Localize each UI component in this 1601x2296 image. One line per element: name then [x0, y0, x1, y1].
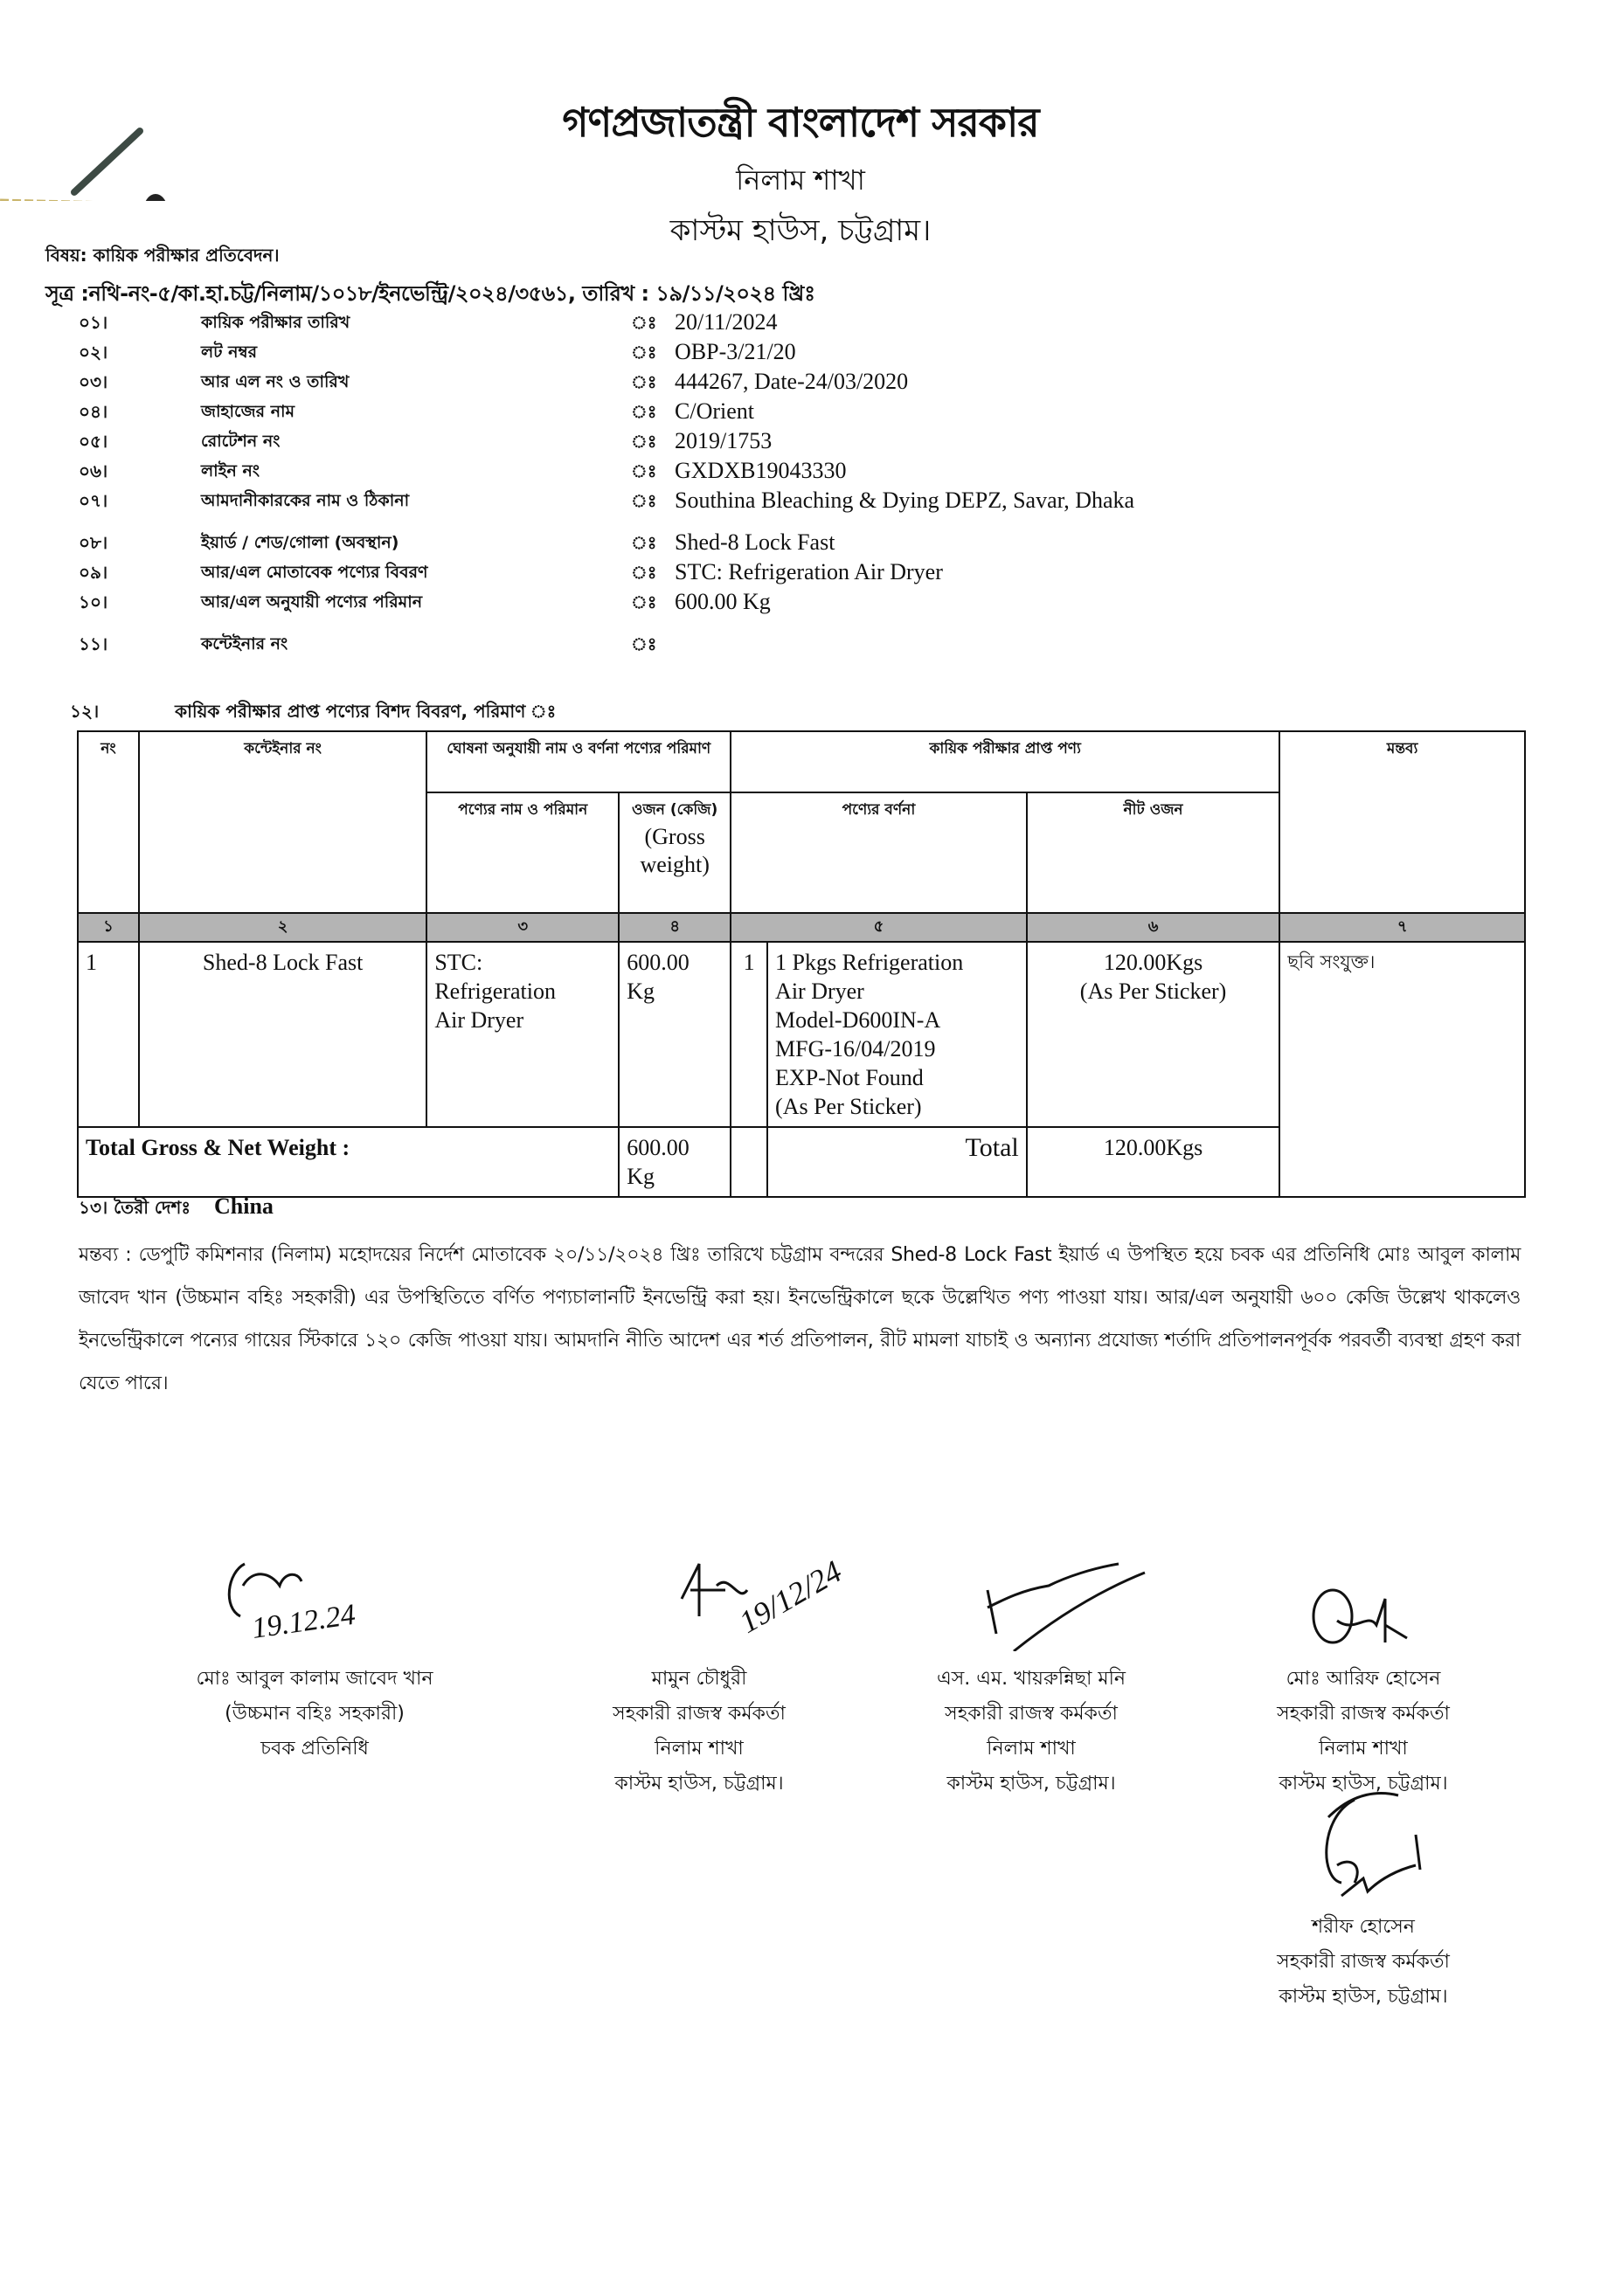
total-gross-value: 600.00 — [627, 1135, 690, 1160]
section-12-heading — [70, 699, 556, 728]
info-list — [79, 308, 1390, 659]
info-row — [79, 426, 1390, 456]
signature-mark — [131, 1546, 498, 1651]
signatory-line: সহকারী রাজস্ব কর্মকর্তা — [1277, 1951, 1450, 1973]
signatory-name: মামুন চৌধুরী — [651, 1668, 747, 1690]
info-num: ১১। — [79, 633, 108, 654]
info-value: Shed-8 Lock Fast — [675, 529, 835, 555]
section-12-num: ১২। — [70, 701, 100, 722]
index-cell: ১ — [78, 913, 139, 942]
info-label: আর/এল মোতাবেক পণ্যের বিবরণ — [201, 563, 428, 582]
origin-country: China — [214, 1193, 274, 1219]
signatory-line: নিলাম শাখা — [655, 1738, 744, 1760]
declared-line: STC: — [434, 950, 483, 975]
svg-text:19.12.24: 19.12.24 — [249, 1598, 357, 1645]
signature-icon — [1302, 1782, 1477, 1905]
info-num: ০৪। — [79, 401, 108, 422]
signatory-block — [542, 1546, 856, 1802]
info-label: কন্টেইনার নং — [201, 634, 288, 654]
signatory-line: নিলাম শাখা — [987, 1738, 1076, 1760]
description-line: Model-D600IN-A — [775, 1007, 941, 1033]
info-num: ০৭। — [79, 490, 108, 511]
index-cell: ৩ — [426, 913, 619, 942]
header-weight-bn: ওজন (কেজি) — [632, 801, 718, 819]
total-label: Total Gross & Net Weight : — [78, 1127, 619, 1197]
info-colon: ঃ — [631, 562, 657, 583]
info-label: কায়িক পরীক্ষার তারিখ — [201, 313, 350, 332]
row-sub-no: 1 — [731, 942, 767, 1127]
signature-icon — [201, 1546, 428, 1651]
signatory-line: কাস্টম হাউস, চট্টগ্রাম। — [946, 1773, 1116, 1795]
total-text: Total — [767, 1127, 1027, 1197]
info-num: ০৩। — [79, 371, 108, 392]
signatory-block — [1206, 1782, 1521, 2015]
header-found-group: কায়িক পরীক্ষার প্রাপ্ত পণ্য — [731, 731, 1279, 792]
subject-line: বিষয়: কায়িক পরীক্ষার প্রতিবেদন। — [45, 245, 280, 266]
info-label: রোটেশন নং — [201, 432, 281, 451]
index-cell: ২ — [139, 913, 426, 942]
info-colon: ঃ — [631, 401, 657, 422]
info-num: ১০। — [79, 591, 108, 612]
info-row — [79, 528, 1390, 557]
signature-mark — [1206, 1782, 1521, 1905]
info-label: জাহাজের নাম — [201, 402, 295, 421]
signatory-line: কাস্টম হাউস, চট্টগ্রাম। — [1279, 1986, 1448, 2008]
row-no: 1 — [78, 942, 139, 1127]
header-remarks: মন্তব্য — [1279, 731, 1525, 913]
info-colon: ঃ — [631, 460, 657, 481]
signatory-line: সহকারী রাজস্ব কর্মকর্তা — [945, 1703, 1118, 1725]
reference-line: সূত্র :নথি-নং-৫/কা.হা.চট্ট/নিলাম/১০১৮/ইনভেন্ট্রি/২০২৪/৩৫৬১, তারিখ : ১৯/১১/২০২৪ খ্রিঃ — [45, 281, 815, 306]
document-header — [0, 96, 1601, 255]
info-label: লট নম্বর — [201, 342, 258, 362]
gross-weight-unit: Kg — [627, 979, 655, 1004]
info-label: আর/এল অনুযায়ী পণ্যের পরিমান — [201, 592, 423, 612]
origin-label: ১৩। তৈরী দেশঃ — [79, 1197, 191, 1218]
signature-icon — [926, 1538, 1189, 1651]
signature-mark — [874, 1546, 1189, 1651]
description-line: EXP-Not Found — [775, 1065, 924, 1090]
signatory-block — [1206, 1546, 1521, 1802]
info-num: ০৬। — [79, 460, 108, 481]
description-line: (As Per Sticker) — [775, 1094, 922, 1119]
signatory-name: এস. এম. খায়রুন্নিছা মনি — [936, 1668, 1126, 1690]
info-num: ০১। — [79, 312, 108, 333]
section-12-title: কায়িক পরীক্ষার প্রাপ্ত পণ্যের বিশদ বিবরণ, পরিমাণ ঃ — [175, 701, 557, 722]
info-colon: ঃ — [631, 371, 657, 392]
info-colon: ঃ — [631, 312, 657, 333]
row-gross-weight — [619, 942, 731, 1127]
header-no: নং — [78, 731, 139, 913]
table-header-row-1 — [78, 731, 1525, 792]
row-remarks: ছবি সংযুক্ত। — [1279, 942, 1525, 1197]
info-label: আমদানীকারকের নাম ও ঠিকানা — [201, 491, 410, 510]
index-cell: ৭ — [1279, 913, 1525, 942]
info-value: 600.00 Kg — [675, 589, 771, 614]
signature-mark — [1206, 1546, 1521, 1651]
signatory-line: নিলাম শাখা — [1319, 1738, 1408, 1760]
branch-title: নিলাম শাখা — [736, 163, 865, 197]
header-weight — [619, 792, 731, 913]
info-label: আর এল নং ও তারিখ — [201, 372, 350, 391]
declared-line: Refrigeration — [434, 979, 556, 1004]
info-num: ০৯। — [79, 562, 108, 583]
header-declared-group: ঘোষনা অনুযায়ী নাম ও বর্ণনা পণ্যের পরিমাণ — [426, 731, 731, 792]
total-net: 120.00Kgs — [1027, 1127, 1280, 1197]
signature-mark — [542, 1546, 856, 1651]
row-description — [767, 942, 1027, 1127]
row-net-weight — [1027, 942, 1280, 1127]
index-cell: ৫ — [731, 913, 1027, 942]
description-line: MFG-16/04/2019 — [775, 1036, 936, 1062]
info-row — [79, 557, 1390, 587]
table-index-row — [78, 913, 1525, 942]
signatory-line: কাস্টম হাউস, চট্টগ্রাম। — [1279, 1773, 1448, 1795]
info-value: 20/11/2024 — [675, 309, 778, 335]
signature-icon — [1285, 1546, 1459, 1660]
info-value: 444267, Date-24/03/2020 — [675, 369, 909, 394]
info-row — [79, 337, 1390, 367]
gross-weight-value: 600.00 — [627, 950, 690, 975]
info-value: STC: Refrigeration Air Dryer — [675, 559, 943, 584]
info-num: ০৫। — [79, 431, 108, 452]
info-row — [79, 629, 1390, 659]
signatory-name: মোঃ আবুল কালাম জাবেদ খান — [196, 1668, 433, 1690]
row-container: Shed-8 Lock Fast — [139, 942, 426, 1127]
header-declared-name: পণ্যের নাম ও পরিমান — [426, 792, 619, 913]
government-title: গণপ্রজাতন্ত্রী বাংলাদেশ সরকার — [562, 99, 1039, 146]
info-value: C/Orient — [675, 398, 754, 424]
signatory-block — [131, 1546, 498, 1767]
description-line: 1 Pkgs Refrigeration — [775, 950, 964, 975]
office-title: কাস্টম হাউস, চট্টগ্রাম। — [669, 213, 932, 248]
info-row — [79, 486, 1390, 515]
info-row — [79, 587, 1390, 617]
info-row — [79, 397, 1390, 426]
signatory-line: সহকারী রাজস্ব কর্মকর্তা — [613, 1703, 786, 1725]
info-colon: ঃ — [631, 342, 657, 363]
signatory-line: (উচ্চমান বহিঃ সহকারী) — [225, 1703, 405, 1725]
info-value: GXDXB19043330 — [675, 458, 847, 483]
inspection-table — [77, 730, 1526, 1198]
info-num: ০২। — [79, 342, 108, 363]
row-declared — [426, 942, 619, 1127]
declared-line: Air Dryer — [434, 1007, 524, 1033]
signatory-block — [874, 1546, 1189, 1802]
description-line: Air Dryer — [775, 979, 864, 1004]
header-found-desc: পণ্যের বর্ণনা — [731, 792, 1027, 913]
signatory-line: কাস্টম হাউস, চট্টগ্রাম। — [614, 1773, 784, 1795]
info-colon: ঃ — [631, 431, 657, 452]
info-colon: ঃ — [631, 490, 657, 511]
info-label: লাইন নং — [201, 461, 260, 481]
net-weight-value: 120.00Kgs — [1103, 950, 1203, 975]
info-num: ০৮। — [79, 532, 108, 553]
remarks-paragraph: মন্তব্য : ডেপুটি কমিশনার (নিলাম) মহোদয়ের নির্দেশ মোতাবেক ২০/১১/২০২৪ খ্রিঃ তারিখে চট্টগ্রাম বন্দরের Shed-8 Lock Fast ইয়ার্ড এ উপস্থিত হয়ে চবক এর প্রতিনিধি মোঃ আবুল কালাম জাবেদ খান (উচ্চমান বহিঃ সহকারী) এর উপস্থিতিতে বর্ণিত পণ্যচালানটি ইনভেন্ট্রি করা হয়। ইনভেন্ট্রিকালে ছকে উল্লেখিত পণ্য পাওয়া যায়। আর/এল অনুযায়ী ৬০০ কেজি উল্লেখ থাকলেও ইনভেন্ট্রিকালে পন্যের গায়ের স্টিকারে ১২০ কেজি পাওয়া যায়। আমদানি নীতি আদেশ এর শর্ত প্রতিপালন, রীট মামলা যাচাই ও অন্যান্য প্রযোজ্য শর্তাদি প্রতিপালনপূর্বক পরবর্তী ব্যবস্থা গ্রহণ করা যেতে পারে। — [79, 1244, 1521, 1394]
header-weight-en: (Gross weight) — [640, 824, 710, 877]
header-container: কন্টেইনার নং — [139, 731, 426, 913]
info-colon: ঃ — [631, 633, 657, 654]
signatory-line: চবক প্রতিনিধি — [260, 1738, 369, 1760]
signatory-line: সহকারী রাজস্ব কর্মকর্তা — [1277, 1703, 1450, 1725]
total-gross-unit: Kg — [627, 1164, 655, 1189]
info-value: OBP-3/21/20 — [675, 339, 796, 364]
index-cell: ৬ — [1027, 913, 1280, 942]
info-row — [79, 308, 1390, 337]
info-value: Southina Bleaching & Dying DEPZ, Savar, Dhaka — [675, 488, 1135, 513]
info-row — [79, 367, 1390, 397]
total-empty-cell — [731, 1127, 767, 1197]
net-weight-note: (As Per Sticker) — [1079, 979, 1227, 1004]
info-label: ইয়ার্ড / শেড/গোলা (অবস্থান) — [201, 533, 399, 552]
info-row — [79, 456, 1390, 486]
header-net-weight: নীট ওজন — [1027, 792, 1280, 913]
signature-icon — [664, 1538, 891, 1651]
table-row — [78, 942, 1525, 1127]
svg-text:19/12/24: 19/12/24 — [733, 1553, 848, 1640]
info-colon: ঃ — [631, 532, 657, 553]
country-of-origin — [79, 1193, 274, 1224]
signatory-name: শরীফ হোসেন — [1312, 1916, 1415, 1938]
info-colon: ঃ — [631, 591, 657, 612]
info-value: 2019/1753 — [675, 428, 773, 453]
signatory-name: মোঃ আরিফ হোসেন — [1286, 1668, 1441, 1690]
index-cell: ৪ — [619, 913, 731, 942]
total-gross — [619, 1127, 731, 1197]
